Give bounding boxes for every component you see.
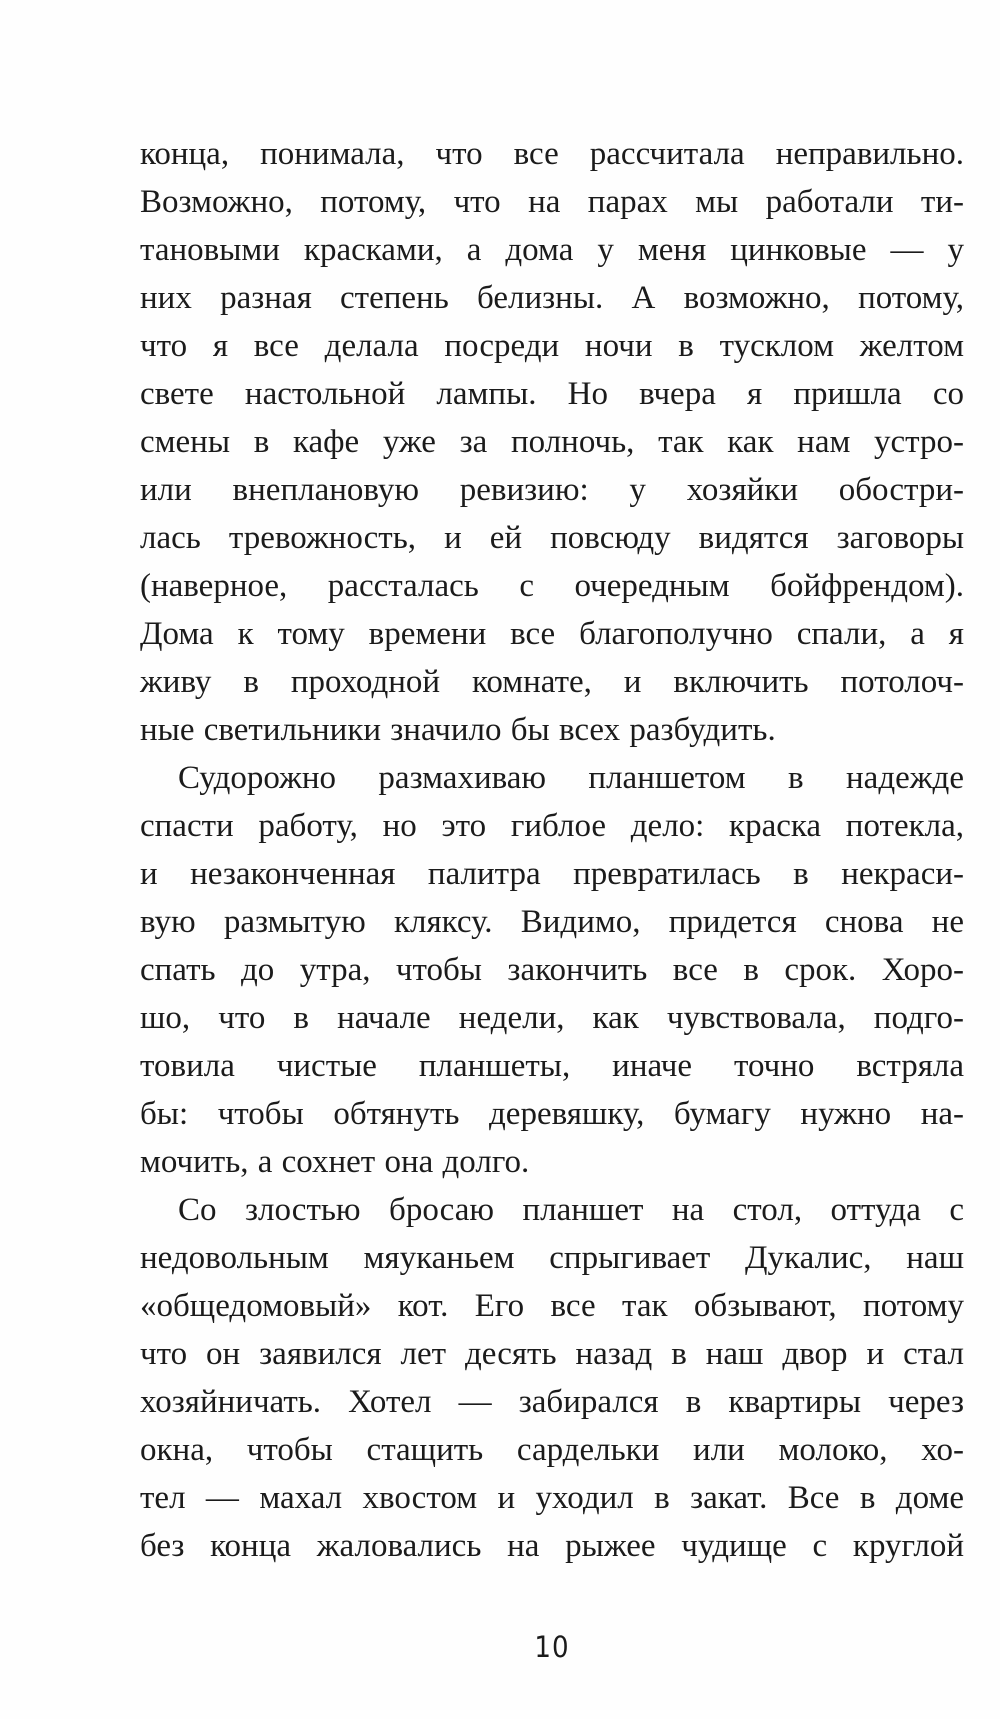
text-line: или внеплановую ревизию: у хозяйки обостри- <box>140 472 964 508</box>
text-line: и незаконченная палитра превратилась в некраси- <box>140 856 964 892</box>
text-line: лась тревожность, и ей повсюду видятся заговоры <box>140 520 964 556</box>
text-line: вую размытую кляксу. Видимо, придется снова не <box>140 904 964 940</box>
text-line: недовольным мяуканьем спрыгивает Дукалис, наш <box>140 1240 964 1276</box>
text-line: тановыми красками, а дома у меня цинковые — у <box>140 232 964 268</box>
text-line: товила чистые планшеты, иначе точно встряла <box>140 1048 964 1084</box>
text-line: без конца жаловались на рыжее чудище с круглой <box>140 1528 964 1564</box>
text-line: Судорожно размахиваю планшетом в надежде <box>178 760 964 796</box>
text-line: Со злостью бросаю планшет на стол, оттуда с <box>178 1192 964 1228</box>
text-line: что он заявился лет десять назад в наш двор и стал <box>140 1336 964 1372</box>
text-line: смены в кафе уже за полночь, так как нам устро- <box>140 424 964 460</box>
text-line: тел — махал хвостом и уходил в закат. Все в доме <box>140 1480 964 1516</box>
text-line: ные светильники значило бы всех разбудить. <box>140 712 776 748</box>
text-line: окна, чтобы стащить сардельки или молоко, хо- <box>140 1432 964 1468</box>
text-line: хозяйничать. Хотел — забирался в квартиры через <box>140 1384 964 1420</box>
text-line: бы: чтобы обтянуть деревяшку, бумагу нужно на- <box>140 1096 964 1132</box>
page-number-folio: 10 <box>534 1630 570 1664</box>
text-line: что я все делала посреди ночи в тусклом желтом <box>140 328 964 364</box>
text-line: Возможно, потому, что на парах мы работали ти- <box>140 184 964 220</box>
text-line: свете настольной лампы. Но вчера я пришла со <box>140 376 964 412</box>
text-line: шо, что в начале недели, как чувствовала, подго- <box>140 1000 964 1036</box>
text-line: спасти работу, но это гиблое дело: краска потекла, <box>140 808 964 844</box>
body-text <box>140 130 964 1570</box>
text-line: мочить, а сохнет она долго. <box>140 1144 530 1180</box>
text-line: них разная степень белизны. А возможно, потому, <box>140 280 964 316</box>
text-line: «общедомовый» кот. Его все так обзывают, потому <box>140 1288 964 1324</box>
text-line: конца, понимала, что все рассчитала неправильно. <box>140 136 964 172</box>
text-line: Дома к тому времени все благополучно спали, а я <box>140 616 964 652</box>
text-line: спать до утра, чтобы закончить все в срок. Хоро- <box>140 952 964 988</box>
text-line: (наверное, рассталась с очередным бойфрендом). <box>140 568 964 604</box>
text-line: живу в проходной комнате, и включить потолоч- <box>140 664 964 700</box>
